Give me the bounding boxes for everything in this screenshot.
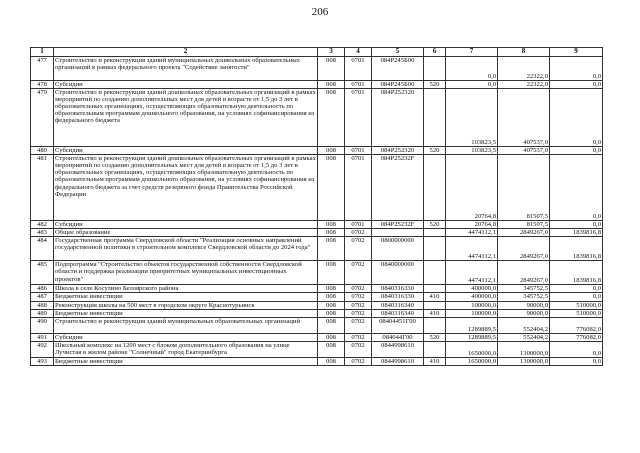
cell-amount-2023: 1289889,5 <box>446 333 498 341</box>
cell-amount-2025: 0,0 <box>550 147 603 155</box>
cell-amount-2023: 1289889,5 <box>446 317 498 333</box>
row-name: Субсидии <box>54 81 318 89</box>
cell-amount-2023: 400000,0 <box>446 293 498 301</box>
row-name: Строительство и реконструкция зданий дошкольных образовательных организаций в рамках мероприятий по созданию дополнительных мест для детей в возрасте от 1,5 до 3 лет в образовательных организациях, осуществляющих образовательную деятельность по образовательным программам дошкольного образования, на условиях софинансирования из федерального бюджета за счет средств резервного фонда Правительства Российской Федерации <box>54 155 318 221</box>
cell-amount-2025: 0,0 <box>550 285 603 293</box>
cell-target-code: 0840316340 <box>372 309 424 317</box>
cell-target-code: 084P252320 <box>372 89 424 147</box>
cell-admin-code: 008 <box>318 301 345 309</box>
cell-amount-2025: 510000,0 <box>550 309 603 317</box>
cell-section-code: 0701 <box>345 147 372 155</box>
cell-target-code: 084P245Б00 <box>372 81 424 89</box>
cell-expense-type <box>424 261 446 285</box>
column-header: 1 <box>31 48 54 57</box>
cell-admin-code: 008 <box>318 57 345 81</box>
table-row <box>31 81 603 89</box>
table-row <box>31 147 603 155</box>
cell-target-code: 0800000000 <box>372 237 424 261</box>
table-row <box>31 341 603 357</box>
row-name: Строительство и реконструкция зданий муниципальных дошкольных образовательных организаций в рамках федерального проекта "Содействие занятости" <box>54 57 318 81</box>
row-name: Бюджетные инвестиции <box>54 357 318 365</box>
table-row <box>31 155 603 221</box>
cell-admin-code: 008 <box>318 261 345 285</box>
cell-amount-2024: 407537,0 <box>498 89 550 147</box>
row-number: 491 <box>31 333 54 341</box>
cell-target-code: 084044Г00 <box>372 333 424 341</box>
header-row <box>31 48 603 57</box>
row-number: 479 <box>31 89 54 147</box>
cell-target-code: 0840000000 <box>372 261 424 285</box>
cell-amount-2025: 776082,0 <box>550 333 603 341</box>
table-row <box>31 89 603 147</box>
cell-admin-code: 008 <box>318 317 345 333</box>
cell-amount-2025: 1839816,8 <box>550 237 603 261</box>
cell-amount-2024: 2849267,0 <box>498 229 550 237</box>
page-number: 206 <box>311 6 329 18</box>
row-name: Государственная программа Свердловской области "Реализация основных направлений государственной политики в строительном комплексе Свердловской области до 2024 года" <box>54 237 318 261</box>
cell-expense-type <box>424 341 446 357</box>
cell-expense-type <box>424 301 446 309</box>
cell-section-code: 0701 <box>345 221 372 229</box>
cell-admin-code: 008 <box>318 357 345 365</box>
cell-amount-2023: 400000,0 <box>446 285 498 293</box>
cell-target-code: 084P245Б00 <box>372 57 424 81</box>
table-row <box>31 293 603 301</box>
cell-amount-2024: 2849267,0 <box>498 237 550 261</box>
cell-amount-2023: 1650000,0 <box>446 357 498 365</box>
cell-section-code: 0701 <box>345 57 372 81</box>
cell-expense-type <box>424 317 446 333</box>
cell-section-code: 0701 <box>345 155 372 221</box>
cell-target-code: 0840316330 <box>372 293 424 301</box>
cell-section-code: 0702 <box>345 357 372 365</box>
row-number: 486 <box>31 285 54 293</box>
cell-section-code: 0702 <box>345 237 372 261</box>
cell-expense-type <box>424 237 446 261</box>
table-row <box>31 317 603 333</box>
cell-expense-type <box>424 285 446 293</box>
column-header: 4 <box>345 48 372 57</box>
cell-amount-2023: 4474112,1 <box>446 229 498 237</box>
cell-admin-code: 008 <box>318 333 345 341</box>
cell-admin-code: 008 <box>318 229 345 237</box>
row-number: 492 <box>31 341 54 357</box>
cell-amount-2024: 552404,2 <box>498 317 550 333</box>
table-row <box>31 333 603 341</box>
row-name: Подпрограмма "Строительство объектов государственной собственности Свердловской области и поддержка реализации приоритетных муниципальных инвестиционных проектов" <box>54 261 318 285</box>
cell-amount-2023: 100000,0 <box>446 309 498 317</box>
column-header: 8 <box>498 48 550 57</box>
cell-amount-2024: 81507,5 <box>498 221 550 229</box>
cell-amount-2024: 1300000,0 <box>498 341 550 357</box>
row-number: 484 <box>31 237 54 261</box>
cell-section-code: 0702 <box>345 229 372 237</box>
cell-section-code: 0702 <box>345 333 372 341</box>
cell-target-code: 084P25232F <box>372 221 424 229</box>
cell-amount-2023: 20764,8 <box>446 221 498 229</box>
cell-amount-2023: 0,0 <box>446 81 498 89</box>
cell-target-code <box>372 229 424 237</box>
table-row <box>31 221 603 229</box>
column-header: 9 <box>550 48 603 57</box>
cell-amount-2024: 2849267,0 <box>498 261 550 285</box>
cell-amount-2025: 0,0 <box>550 341 603 357</box>
cell-amount-2023: 4474112,1 <box>446 261 498 285</box>
cell-amount-2024: 552404,2 <box>498 333 550 341</box>
cell-amount-2024: 90000,0 <box>498 301 550 309</box>
cell-amount-2023: 103823,5 <box>446 89 498 147</box>
cell-section-code: 0702 <box>345 261 372 285</box>
row-number: 487 <box>31 293 54 301</box>
cell-amount-2023: 103823,5 <box>446 147 498 155</box>
cell-amount-2025: 0,0 <box>550 221 603 229</box>
cell-amount-2025: 0,0 <box>550 293 603 301</box>
row-name: Строительство и реконструкция зданий муниципальных образовательных организаций <box>54 317 318 333</box>
cell-admin-code: 008 <box>318 285 345 293</box>
table-row <box>31 261 603 285</box>
cell-amount-2024: 81507,5 <box>498 155 550 221</box>
cell-target-code: 0844998610 <box>372 341 424 357</box>
cell-amount-2025: 1839816,8 <box>550 261 603 285</box>
cell-amount-2023: 20764,8 <box>446 155 498 221</box>
cell-amount-2023: 0,0 <box>446 57 498 81</box>
row-name: Школа в селе Косулино Белоярского района <box>54 285 318 293</box>
column-header: 7 <box>446 48 498 57</box>
cell-admin-code: 008 <box>318 221 345 229</box>
table-row <box>31 285 603 293</box>
cell-admin-code: 008 <box>318 89 345 147</box>
cell-section-code: 0701 <box>345 89 372 147</box>
row-number: 490 <box>31 317 54 333</box>
column-header: 2 <box>54 48 318 57</box>
cell-expense-type: 520 <box>424 333 446 341</box>
column-header: 3 <box>318 48 345 57</box>
table-row <box>31 357 603 365</box>
cell-expense-type: 520 <box>424 81 446 89</box>
cell-section-code: 0702 <box>345 301 372 309</box>
row-name: Реконструкция школы на 500 мест в городском округе Краснотурьинск <box>54 301 318 309</box>
cell-expense-type <box>424 89 446 147</box>
cell-amount-2024: 22322,0 <box>498 57 550 81</box>
cell-admin-code: 008 <box>318 81 345 89</box>
cell-expense-type <box>424 229 446 237</box>
row-number: 478 <box>31 81 54 89</box>
cell-amount-2023: 100000,0 <box>446 301 498 309</box>
cell-amount-2023: 1650000,0 <box>446 341 498 357</box>
cell-admin-code: 008 <box>318 293 345 301</box>
table-row <box>31 229 603 237</box>
cell-expense-type: 520 <box>424 147 446 155</box>
row-name: Бюджетные инвестиции <box>54 293 318 301</box>
cell-section-code: 0702 <box>345 341 372 357</box>
cell-target-code: 0840316340 <box>372 301 424 309</box>
cell-amount-2025: 0,0 <box>550 155 603 221</box>
row-number: 482 <box>31 221 54 229</box>
cell-expense-type: 410 <box>424 357 446 365</box>
cell-expense-type: 520 <box>424 221 446 229</box>
row-name: Общее образование <box>54 229 318 237</box>
cell-expense-type <box>424 57 446 81</box>
cell-amount-2024: 407537,0 <box>498 147 550 155</box>
cell-section-code: 0702 <box>345 293 372 301</box>
row-name: Субсидии <box>54 147 318 155</box>
table-row <box>31 57 603 81</box>
column-header: 5 <box>372 48 424 57</box>
row-number: 488 <box>31 301 54 309</box>
cell-amount-2024: 345752,5 <box>498 293 550 301</box>
row-name: Субсидии <box>54 221 318 229</box>
table-row <box>31 309 603 317</box>
cell-amount-2025: 776082,0 <box>550 317 603 333</box>
cell-expense-type: 410 <box>424 309 446 317</box>
cell-amount-2024: 345752,5 <box>498 285 550 293</box>
cell-target-code: 0844998610 <box>372 357 424 365</box>
table-row <box>31 301 603 309</box>
row-name: Субсидии <box>54 333 318 341</box>
row-number: 489 <box>31 309 54 317</box>
cell-amount-2023: 4474112,1 <box>446 237 498 261</box>
row-number: 480 <box>31 147 54 155</box>
cell-target-code: 084P25232F <box>372 155 424 221</box>
cell-target-code: 0840316330 <box>372 285 424 293</box>
cell-amount-2025: 0,0 <box>550 357 603 365</box>
row-number: 481 <box>31 155 54 221</box>
row-name: Строительство и реконструкция зданий дошкольных образовательных организаций в рамках мероприятий по созданию дополнительных мест для детей в возрасте от 1,5 до 3 лет в образовательных организациях, осуществляющих образовательную деятельность по образовательным программам дошкольного образования, на условиях софинансирования из федерального бюджета <box>54 89 318 147</box>
cell-section-code: 0702 <box>345 309 372 317</box>
cell-amount-2024: 90000,0 <box>498 309 550 317</box>
cell-admin-code: 008 <box>318 155 345 221</box>
cell-section-code: 0701 <box>345 81 372 89</box>
cell-amount-2025: 1839816,8 <box>550 229 603 237</box>
cell-admin-code: 008 <box>318 341 345 357</box>
cell-expense-type: 410 <box>424 293 446 301</box>
row-number: 477 <box>31 57 54 81</box>
cell-admin-code: 008 <box>318 237 345 261</box>
cell-amount-2024: 1300000,0 <box>498 357 550 365</box>
cell-amount-2025: 0,0 <box>550 81 603 89</box>
cell-section-code: 0702 <box>345 317 372 333</box>
cell-amount-2025: 0,0 <box>550 89 603 147</box>
row-name: Бюджетные инвестиции <box>54 309 318 317</box>
column-header: 6 <box>424 48 446 57</box>
cell-target-code: 08404451Г00 <box>372 317 424 333</box>
cell-amount-2025: 510000,0 <box>550 301 603 309</box>
cell-amount-2025: 0,0 <box>550 57 603 81</box>
cell-admin-code: 008 <box>318 147 345 155</box>
row-number: 493 <box>31 357 54 365</box>
cell-admin-code: 008 <box>318 309 345 317</box>
cell-amount-2024: 22322,0 <box>498 81 550 89</box>
cell-section-code: 0702 <box>345 285 372 293</box>
row-number: 483 <box>31 229 54 237</box>
cell-expense-type <box>424 155 446 221</box>
budget-table <box>30 47 603 366</box>
cell-target-code: 084P252320 <box>372 147 424 155</box>
row-number: 485 <box>31 261 54 285</box>
table-row <box>31 237 603 261</box>
row-name: Школьный комплекс на 1200 мест с блоком дополнительного образования на улице Лучистая в жилом районе "Солнечный" город Екатеринбурга <box>54 341 318 357</box>
table-body <box>31 57 603 366</box>
